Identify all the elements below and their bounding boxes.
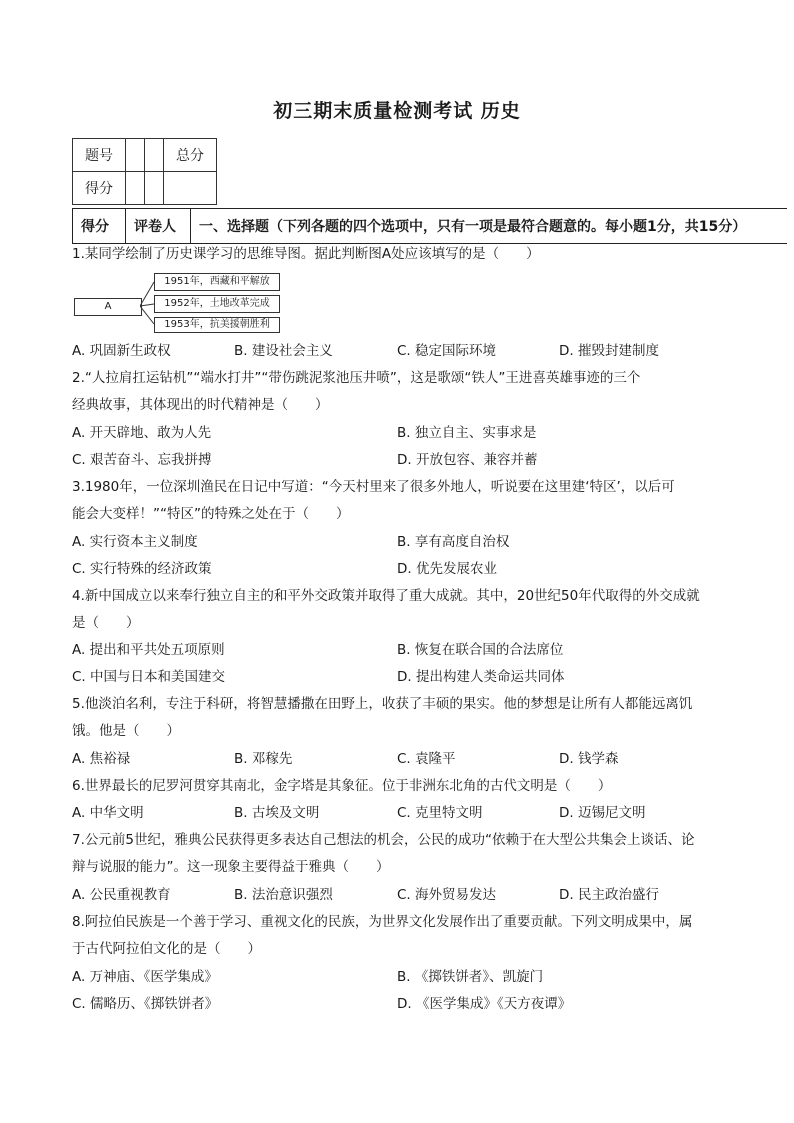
question-8-line-1: 8.阿拉伯民族是一个善于学习、重视文化的民族，为世界文化发展作出了重要贡献。下列文明成果中，属 <box>72 914 693 930</box>
q7-option-d: D. 民主政治盛行 <box>559 887 659 903</box>
total-label: 总分 <box>164 139 217 172</box>
q1-option-c: C. 稳定国际环境 <box>397 343 497 359</box>
score-cell <box>145 139 164 172</box>
question-5-line-2: 饿。他是（ ） <box>72 723 180 739</box>
question-8-line-2: 于古代阿拉伯文化的是（ ） <box>72 941 261 957</box>
q1-option-b: B. 建设社会主义 <box>234 343 333 359</box>
question-2-line-1: 2.“人拉肩扛运钻机”“端水打井”“带伤跳泥浆池压井喷”，这是歌颂“铁人”王进喜英雄事迹的三个 <box>72 370 641 386</box>
page-title: 初三期末质量检测考试 历史 <box>273 100 521 122</box>
grader-score-label: 得分 <box>73 209 126 244</box>
question-3-line-1: 3.1980年，一位深圳渔民在日记中写道：“今天村里来了很多外地人，听说要在这里建‘特区’，以后可 <box>72 479 675 495</box>
row-label-score: 得分 <box>73 172 126 205</box>
q8-option-d: D. 《医学集成》《天方夜谭》 <box>397 996 572 1012</box>
q7-option-a: A. 公民重视教育 <box>72 887 171 903</box>
q3-option-a: A. 实行资本主义制度 <box>72 534 198 550</box>
question-3-line-2: 能会大变样！”“特区”的特殊之处在于（ ） <box>72 506 350 522</box>
q2-option-b: B. 独立自主、实事求是 <box>397 425 537 441</box>
q3-option-b: B. 享有高度自治权 <box>397 534 510 550</box>
q3-option-c: C. 实行特殊的经济政策 <box>72 561 212 577</box>
q8-option-a: A. 万神庙、《医学集成》 <box>72 969 218 985</box>
score-table <box>72 138 217 205</box>
row-label-number: 题号 <box>73 139 126 172</box>
q7-option-c: C. 海外贸易发达 <box>397 887 497 903</box>
q4-option-d: D. 提出构建人类命运共同体 <box>397 669 565 685</box>
question-6-line-1: 6.世界最长的尼罗河贯穿其南北，金字塔是其象征。位于非洲东北角的古代文明是（ ） <box>72 778 612 794</box>
q5-option-b: B. 邓稼先 <box>234 751 293 767</box>
score-cell <box>126 139 145 172</box>
question-4-line-2: 是（ ） <box>72 615 140 631</box>
question-1-line-1: 1.某同学绘制了历史课学习的思维导图。据此判断图A处应该填写的是（ ） <box>72 246 540 262</box>
q1-option-a: A. 巩固新生政权 <box>72 343 171 359</box>
total-score-cell <box>164 172 217 205</box>
q6-option-c: C. 克里特文明 <box>397 805 483 821</box>
score-cell <box>126 172 145 205</box>
score-cell <box>145 172 164 205</box>
q8-option-c: C. 儒略历、《掷铁饼者》 <box>72 996 219 1012</box>
mindmap-center-box: A <box>74 298 142 316</box>
question-2-line-2: 经典故事，其体现出的时代精神是（ ） <box>72 397 329 413</box>
q6-option-b: B. 古埃及文明 <box>234 805 320 821</box>
q1-option-d: D. 摧毁封建制度 <box>559 343 659 359</box>
q5-option-c: C. 袁隆平 <box>397 751 456 767</box>
section-heading: 一、选择题（下列各题的四个选项中，只有一项是最符合题意的。每小题1分，共15分） <box>191 209 788 244</box>
q3-option-d: D. 优先发展农业 <box>397 561 497 577</box>
question-4-line-1: 4.新中国成立以来奉行独立自主的和平外交政策并取得了重大成就。其中，20世纪50年代取得的外交成就 <box>72 588 700 604</box>
q7-option-b: B. 法治意识强烈 <box>234 887 333 903</box>
q5-option-d: D. 钱学森 <box>559 751 619 767</box>
question-7-line-2: 辩与说服的能力”。这一现象主要得益于雅典（ ） <box>72 859 390 875</box>
q4-option-a: A. 提出和平共处五项原则 <box>72 642 225 658</box>
grader-name-label: 评卷人 <box>126 209 191 244</box>
q5-option-a: A. 焦裕禄 <box>72 751 131 767</box>
mindmap-item-2: 1952年，土地改革完成 <box>154 295 280 313</box>
q4-option-b: B. 恢复在联合国的合法席位 <box>397 642 564 658</box>
q2-option-d: D. 开放包容、兼容并蓄 <box>397 452 538 468</box>
q4-option-c: C. 中国与日本和美国建交 <box>72 669 226 685</box>
grader-table <box>72 208 787 244</box>
q6-option-d: D. 迈锡尼文明 <box>559 805 646 821</box>
question-7-line-1: 7.公元前5世纪，雅典公民获得更多表达自己想法的机会，公民的成功“依赖于在大型公共集会上谈话、论 <box>72 832 695 848</box>
q2-option-c: C. 艰苦奋斗、忘我拼搏 <box>72 452 212 468</box>
q8-option-b: B. 《掷铁饼者》、凯旋门 <box>397 969 544 985</box>
question-5-line-1: 5.他淡泊名利，专注于科研，将智慧播撒在田野上，收获了丰硕的果实。他的梦想是让所有人都能远离饥 <box>72 696 693 712</box>
q2-option-a: A. 开天辟地、敢为人先 <box>72 425 212 441</box>
mindmap-item-3: 1953年，抗美援朝胜利 <box>154 317 280 333</box>
mindmap-item-1: 1951年，西藏和平解放 <box>154 273 280 291</box>
q6-option-a: A. 中华文明 <box>72 805 144 821</box>
